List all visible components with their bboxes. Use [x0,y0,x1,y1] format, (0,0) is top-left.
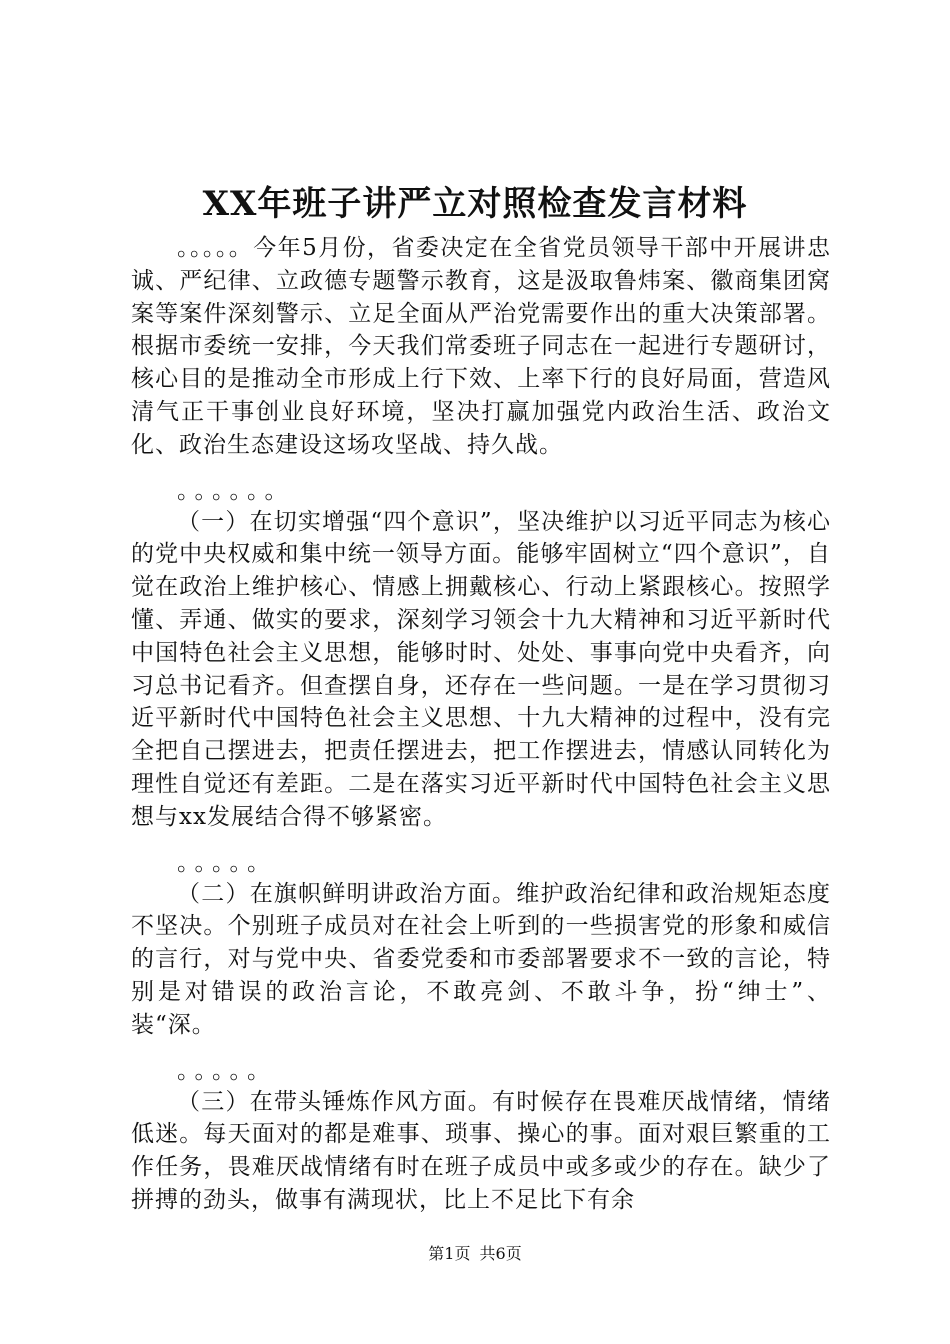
separator-dots: 。。。。。。 [177,477,294,504]
separator-dots: 。。。。。 [177,849,276,876]
page-number: 第1页 [428,1244,471,1263]
document-title: XX年班子讲严立对照检查发言材料 [202,184,748,224]
page-total: 共6页 [479,1244,522,1263]
intro-paragraph: 。。。。。今年5月份，省委决定在全省党员领导干部中开展讲忠诚、严纪律、立政德专题警示教育，这是汲取鲁炜案、徽商集团窝案等案件深刻警示、立足全面从严治党需要作出的重大决策部署。根据市委统一安排，今天我们常委班子同志在一起进行专题研讨，核心目的是推动全市形成上行下效、上率下行的良好局面，营造风清气正干事创业良好环境，坚决打赢加强党内政治生活、政治文化、政治生态建设这场攻坚战、持久战。 [131,235,831,458]
section-two-paragraph: （二）在旗帜鲜明讲政治方面。维护政治纪律和政治规矩态度不坚决。个别班子成员对在社会上听到的一些损害党的形象和威信的言行，对与党中央、省委党委和市委部署要求不一致的言论，特别是对错误的政治言论，不敢亮剑、不敢斗争，扮“绅士”、装“深。 [131,880,831,1038]
document-body [131,232,831,1217]
separator-dots: 。。。。。 [177,1057,276,1084]
section-three-paragraph: （三）在带头锤炼作风方面。有时候存在畏难厌战情绪，情绪低迷。每天面对的都是难事、琐事、操心的事。面对艰巨繁重的工作任务，畏难厌战情绪有时在班子成员中或多或少的存在。缺少了拼搏的劲头，做事有满现状，比上不足比下有余 [131,1088,831,1213]
section-one-paragraph: （一）在切实增强“四个意识”，坚决维护以习近平同志为核心的党中央权威和集中统一领导方面。能够牢固树立“四个意识”，自觉在政治上维护核心、情感上拥戴核心、行动上紧跟核心。按照学懂、弄通、做实的要求，深刻学习领会十九大精神和习近平新时代中国特色社会主义思想，能够时时、处处、事事向党中央看齐，向习总书记看齐。但查摆自身，还存在一些问题。一是在学习贯彻习近平新时代中国特色社会主义思想、十九大精神的过程中，没有完全把自己摆进去，把责任摆进去，把工作摆进去，情感认同转化为理性自觉还有差距。二是在落实习近平新时代中国特色社会主义思想与xx发展结合得不够紧密。 [131,508,831,830]
page-footer [0,1243,950,1265]
